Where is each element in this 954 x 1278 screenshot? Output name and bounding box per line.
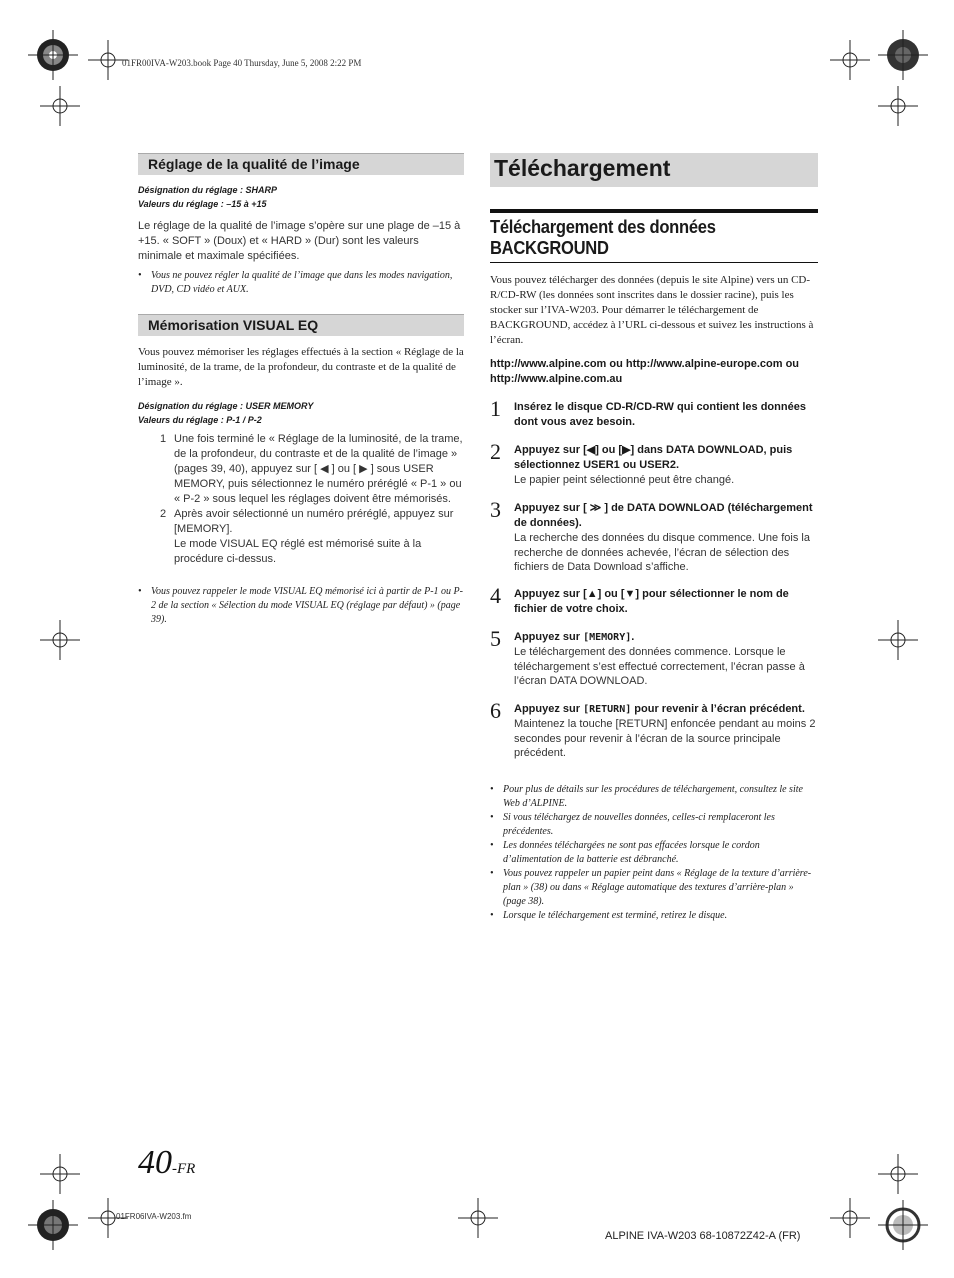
crosshair-icon: [878, 86, 918, 126]
paragraph: Vous pouvez télécharger des données (depuis le site Alpine) vers un CD-R/CD-RW (les données sont inscrites dans le dossier racine), puis les stocker sur l’IVA-W203. Pour démarrer le téléchargement de BACKGROUND, accédez à l’URL ci-dessous et suivez les instructions à l’écran.: [490, 274, 814, 346]
registration-wheel-icon: [28, 1200, 78, 1250]
list-item: 1 Une fois terminé le « Réglage de la luminosité, de la trame, de la profondeur, du contraste et de la qualité de l’image » (pages 39, 40), appuyez sur [ ◀ ] ou [ ▶ ] sous USER MEMORY, puis sélectionnez le numéro préréglé « P-1 » ou « P-2 » sous lequel les réglages doivent être mémorisés.: [160, 433, 463, 505]
note-item: • Vous ne pouvez régler la qualité de l’image que dans les modes navigation, DVD, CD vidéo et AUX.: [138, 270, 453, 295]
crosshair-icon: [878, 620, 918, 660]
setting-spec: Désignation du réglage : SHARP Valeurs du réglage : –15 à +15: [138, 185, 278, 209]
crosshair-icon: [40, 1154, 80, 1194]
step-2: 2 Appuyez sur [◀] ou [▶] dans DATA DOWNLOAD, puis sélectionnez USER1 ou USER2. Le papier peint sélectionné peut être changé.: [490, 439, 793, 486]
memory-key-label: [MEMORY]: [583, 632, 632, 643]
crosshair-icon: [830, 40, 870, 80]
section-heading-visual-eq: Mémorisation VISUAL EQ: [138, 314, 464, 336]
url-list: http://www.alpine.com ou http://www.alpine-europe.com ou http://www.alpine.com.au: [490, 358, 800, 385]
page-title: Téléchargement: [490, 153, 818, 187]
crosshair-icon: [458, 1198, 498, 1238]
list-item: 2 Après avoir sélectionné un numéro préréglé, appuyez sur [MEMORY]. Le mode VISUAL EQ réglé est mémorisé suite à la procédure ci-dessus.: [160, 508, 454, 565]
section-heading-image-quality: Réglage de la qualité de l’image: [138, 153, 464, 175]
footer-file: 01FR06IVA-W203.fm: [116, 1212, 192, 1221]
footer-model: ALPINE IVA-W203 68-10872Z42-A (FR): [605, 1230, 801, 1242]
crosshair-icon: [830, 1198, 870, 1238]
note-item: • Vous pouvez rappeler le mode VISUAL EQ mémorisé ici à partir de P-1 ou P-2 de la section « Sélection du mode VISUAL EQ (réglage par défaut) » (page 39).: [138, 586, 463, 625]
crosshair-icon: [40, 620, 80, 660]
section-heading-background: Téléchargement des données BACKGROUND: [490, 209, 818, 263]
note-item: • Vous pouvez rappeler un papier peint dans « Réglage de la texture d’arrière-plan » (38) ou dans « Réglage automatique des textures d’arrière-plan » (page 38).: [490, 868, 812, 907]
registration-wheel-icon: [878, 1200, 928, 1250]
step-5: 5 Appuyez sur [MEMORY]. Le téléchargement des données commence. Lorsque le téléchargement s’est effectué correctement, l’écran passe à l’écran DATA DOWNLOAD.: [490, 626, 805, 687]
paragraph: Le réglage de la qualité de l’image s’opère sur une plage de –15 à +15. « SOFT » (Doux) et « HARD » (Dur) sont les valeurs minimale et maximale spécifiées.: [138, 220, 461, 262]
registration-wheel-icon: [878, 30, 928, 80]
header-file-info: 01FR00IVA-W203.book Page 40 Thursday, June 5, 2008 2:22 PM: [122, 58, 362, 68]
notes-list: [490, 783, 818, 923]
crosshair-icon: [40, 86, 80, 126]
registration-wheel-icon: [28, 30, 78, 80]
return-key-label: [RETURN]: [583, 704, 632, 715]
page-number: 40-FR: [138, 1144, 196, 1181]
note-item: • Pour plus de détails sur les procédures de téléchargement, consultez le site Web d’ALPINE.: [490, 784, 803, 809]
numbered-list: [160, 432, 464, 567]
paragraph: Vous pouvez mémoriser les réglages effectués à la section « Réglage de la luminosité, de la trame, de la profondeur, du contraste et de la qualité de l’image ».: [138, 346, 464, 388]
note-item: • Si vous téléchargez de nouvelles données, celles-ci remplaceront les précédentes.: [490, 812, 775, 837]
note-item: • Les données téléchargées ne sont pas effacées lorsque le cordon d’alimentation de la batterie est débranché.: [490, 840, 760, 865]
setting-spec: Désignation du réglage : USER MEMORY Valeurs du réglage : P-1 / P-2: [138, 401, 314, 425]
step-6: 6 Appuyez sur [RETURN] pour revenir à l’écran précédent. Maintenez la touche [RETURN] enfoncée pendant au moins 2 secondes pour revenir à l’écran de la source principale précédent.: [490, 698, 816, 759]
step-3: 3 Appuyez sur [ ≫ ] de DATA DOWNLOAD (téléchargement de données). La recherche des données du disque commence. Une fois la recherche de données achevée, l’écran de sélection des fichiers de Data Download s’affiche.: [490, 497, 813, 573]
step-4: 4 Appuyez sur [▲] ou [▼] pour sélectionner le nom de fichier de votre choix.: [490, 583, 789, 615]
page-suffix: -FR: [172, 1161, 196, 1177]
crosshair-icon: [878, 1154, 918, 1194]
step-1: 1 Insérez le disque CD-R/CD-RW qui contient les données dont vous avez besoin.: [490, 396, 806, 428]
note-item: • Lorsque le téléchargement est terminé, retirez le disque.: [490, 910, 728, 921]
